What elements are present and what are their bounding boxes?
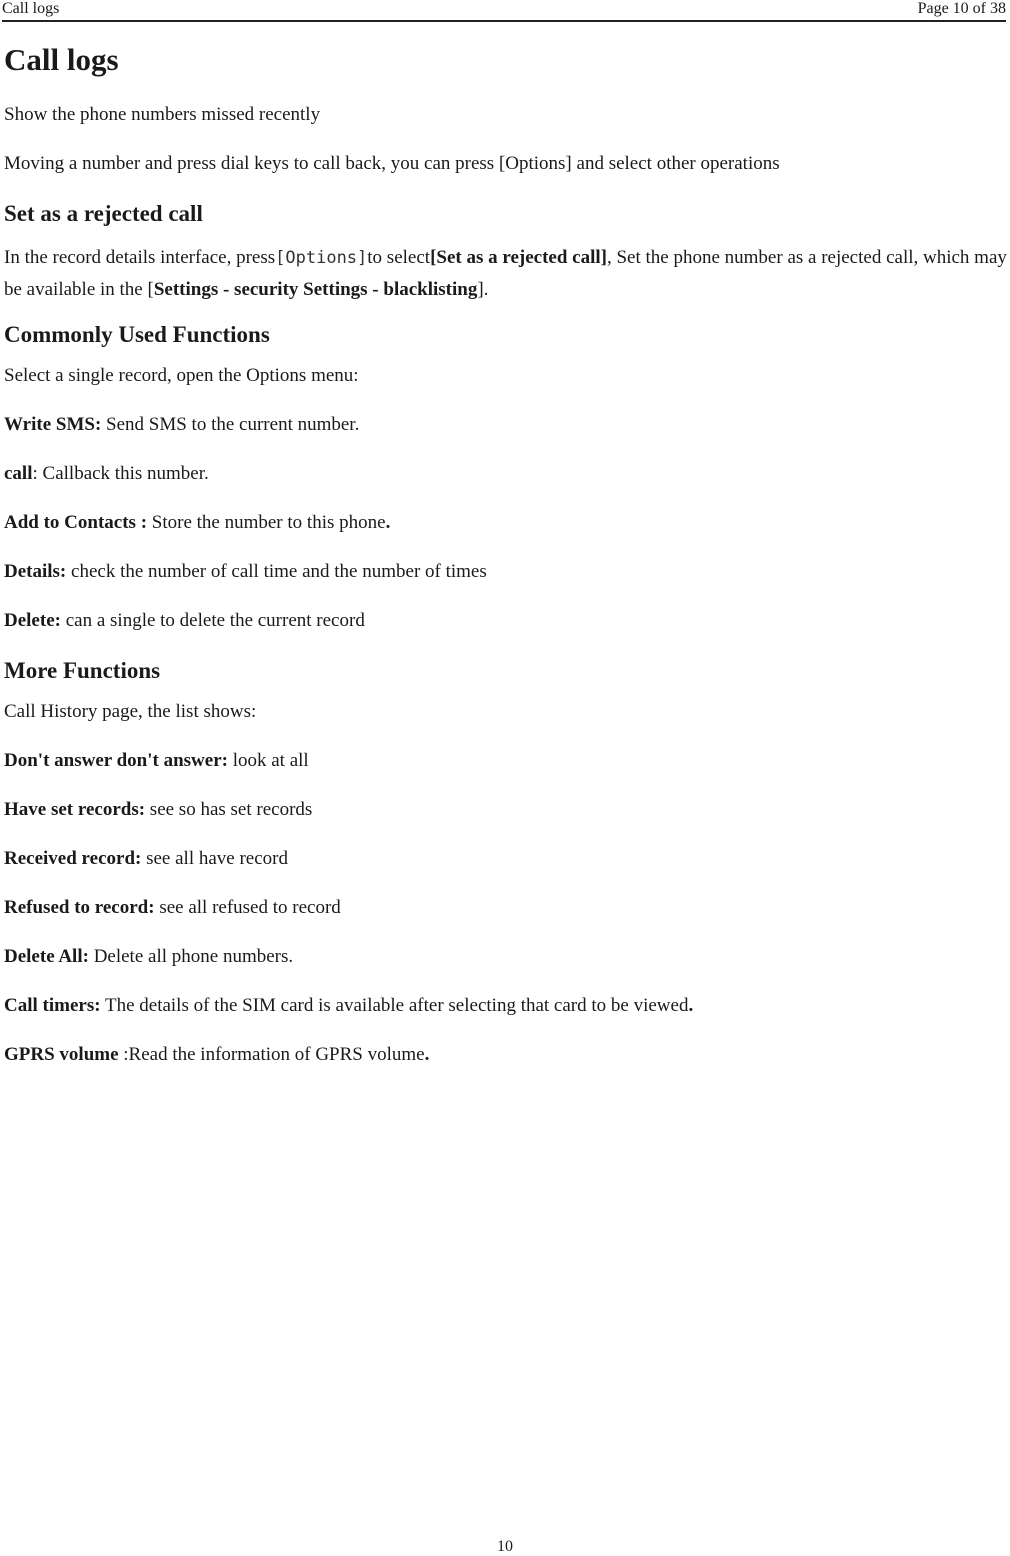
rejected-menu-item: [Set as a rejected call] [430,247,607,268]
item-term: Received record: [4,848,142,869]
more-item-received [4,846,1008,872]
item-desc: Delete all phone numbers. [88,946,294,967]
item-term: Refused to record: [4,897,155,918]
rejected-call-paragraph [4,242,1008,305]
item-desc: Send SMS to the current number. [101,414,360,435]
more-item-missed [4,748,1008,774]
item-desc: :Read the information of GPRS volume [118,1044,425,1065]
item-term: Don't answer don't answer: [4,750,228,771]
header-section-title: Call logs [2,0,60,17]
more-item-set-records [4,797,1008,823]
rejected-text-2: to select [367,247,431,268]
more-item-refused [4,895,1008,921]
document-body [4,38,1008,1091]
blacklist-path: Settings - security Settings - blacklisting [153,279,478,300]
item-term: Delete All: [4,946,89,967]
more-item-gprs-volume [4,1042,1008,1068]
common-item-details [4,559,1008,585]
intro-paragraph-2: Moving a number and press dial keys to call back, you can press [Options] and select other operations [4,153,780,174]
item-term: GPRS volume [4,1044,119,1065]
common-item-add-to-contacts [4,510,1008,536]
common-item-write-sms [4,412,1008,438]
item-desc: see all refused to record [154,897,341,918]
options-key-label: [Options] [275,248,368,268]
common-functions-heading: Commonly Used Functions [4,322,270,347]
item-term: call [4,463,33,484]
item-term: Write SMS: [4,414,102,435]
item-tail: . [385,512,391,533]
item-term: Have set records: [4,799,146,820]
page-title: Call logs [4,42,119,77]
item-desc: see all have record [141,848,288,869]
header-page-indicator: Page 10 of 38 [917,0,1006,17]
rejected-text-4: ]. [477,279,489,300]
more-item-delete-all [4,944,1008,970]
rejected-text-3: , Set the phone number as a rejected call, which may be available in the [ [4,247,1007,300]
intro-paragraph-1: Show the phone numbers missed recently [4,104,321,125]
common-functions-intro: Select a single record, open the Options menu: [4,365,359,386]
rejected-call-heading: Set as a rejected call [4,201,203,226]
item-desc: can a single to delete the current record [60,610,365,631]
item-desc: check the number of call time and the number of times [66,561,487,582]
item-term: Call timers: [4,995,101,1016]
item-desc: Store the number to this phone [147,512,386,533]
item-tail: . [688,995,694,1016]
item-desc: look at all [227,750,309,771]
item-tail: . [424,1044,430,1065]
item-term: Delete: [4,610,61,631]
rejected-text-1: In the record details interface, press [4,247,276,268]
more-functions-heading: More Functions [4,658,161,683]
item-desc: The details of the SIM card is available after selecting that card to be viewed [100,995,689,1016]
common-item-delete [4,608,1008,634]
item-desc: : Callback this number. [32,463,209,484]
running-header [2,0,1006,22]
item-term: Details: [4,561,67,582]
more-functions-intro: Call History page, the list shows: [4,701,257,722]
item-desc: see so has set records [145,799,313,820]
item-term: Add to Contacts : [4,512,148,533]
page-number: 10 [497,1538,513,1555]
common-item-call [4,461,1008,487]
more-item-call-timers [4,993,1008,1019]
